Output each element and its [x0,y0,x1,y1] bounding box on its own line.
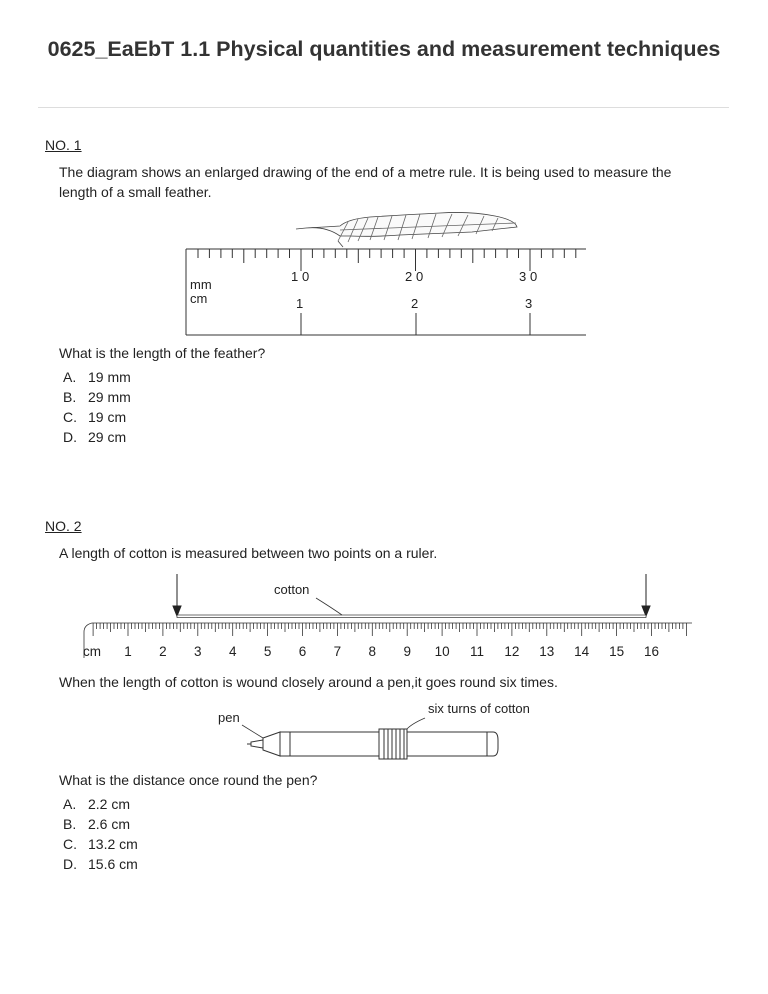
cm-tick-label: 8 [368,644,377,659]
cm-tick-label: 14 [574,644,590,659]
mm-label-10-b: 0 [302,269,310,284]
feather-drawing [296,212,517,247]
mm-label-10-a: 1 [291,269,299,284]
cm-tick-label: 5 [263,644,272,659]
cm-tick-label: 13 [539,644,555,659]
metre-rule [186,249,586,335]
cotton-thread [177,615,646,618]
cm-tick-label: 3 [194,644,202,659]
cm-tick-label: 2 [159,644,167,659]
q2-cotton-ruler-diagram [70,572,700,664]
page-title: 0625_EaEbT 1.1 Physical quantities and measurement techniques [47,37,721,61]
question-2-options [63,794,138,874]
six-turns-label: six turns of cotton [428,701,530,716]
cm-tick-label: 4 [228,644,237,659]
cm-tick-label: 7 [333,644,342,659]
question-2-text2: When the length of cotton is wound closely around a pen,it goes round six times. [59,674,558,690]
option-b[interactable]: B. 29 mm [63,389,131,405]
question-2-text: A length of cotton is measured between two points on a ruler. [59,545,438,561]
cm-tick-label: 9 [403,644,411,659]
ruler-unit-mm: mm [190,277,212,292]
pen-diagram [215,700,555,764]
option-b[interactable]: B. 2.6 cm [63,816,131,832]
cm-tick-label: 11 [469,644,485,659]
question-1-options [63,367,131,447]
question-1-number: NO. 1 [45,137,82,153]
question-2-prompt: What is the distance once round the pen? [59,772,318,788]
ruler-unit-cm: cm [190,291,208,306]
pen-drawing [247,729,498,759]
cm-tick-label: 10 [434,644,450,659]
cm-unit-label: cm [83,644,101,659]
option-d[interactable]: D. 15.6 cm [63,856,138,872]
question-2-number: NO. 2 [45,518,82,534]
cm-tick-label: 1 [124,644,132,659]
cm-label-1: 1 [296,296,304,311]
pen-label: pen [218,710,240,725]
cm-tick-label: 12 [504,644,520,659]
option-c[interactable]: C. 19 cm [63,409,127,425]
cm-label-2: 2 [411,296,419,311]
mm-label-20-a: 2 [405,269,413,284]
option-d[interactable]: D. 29 cm [63,429,127,445]
q1-ruler-diagram [180,205,590,337]
option-a[interactable]: A. 19 mm [63,369,131,385]
option-c[interactable]: C. 13.2 cm [63,836,138,852]
mm-label-30-b: 0 [530,269,538,284]
mm-label-30-a: 3 [519,269,527,284]
title-divider [38,107,729,108]
cotton-label: cotton [274,582,310,597]
cm-tick-label: 16 [643,644,660,659]
option-a[interactable]: A. 2.2 cm [63,796,131,812]
cm-tick-label: 15 [609,644,625,659]
mm-label-20-b: 0 [416,269,424,284]
cm-label-3: 3 [525,296,533,311]
question-1-prompt: What is the length of the feather? [59,345,266,361]
question-1-text: The diagram shows an enlarged drawing of the end of a metre rule. It is being used to measure the length of a small feather. [59,164,672,200]
cm-tick-label: 6 [298,644,307,659]
cm-ruler [84,623,692,658]
